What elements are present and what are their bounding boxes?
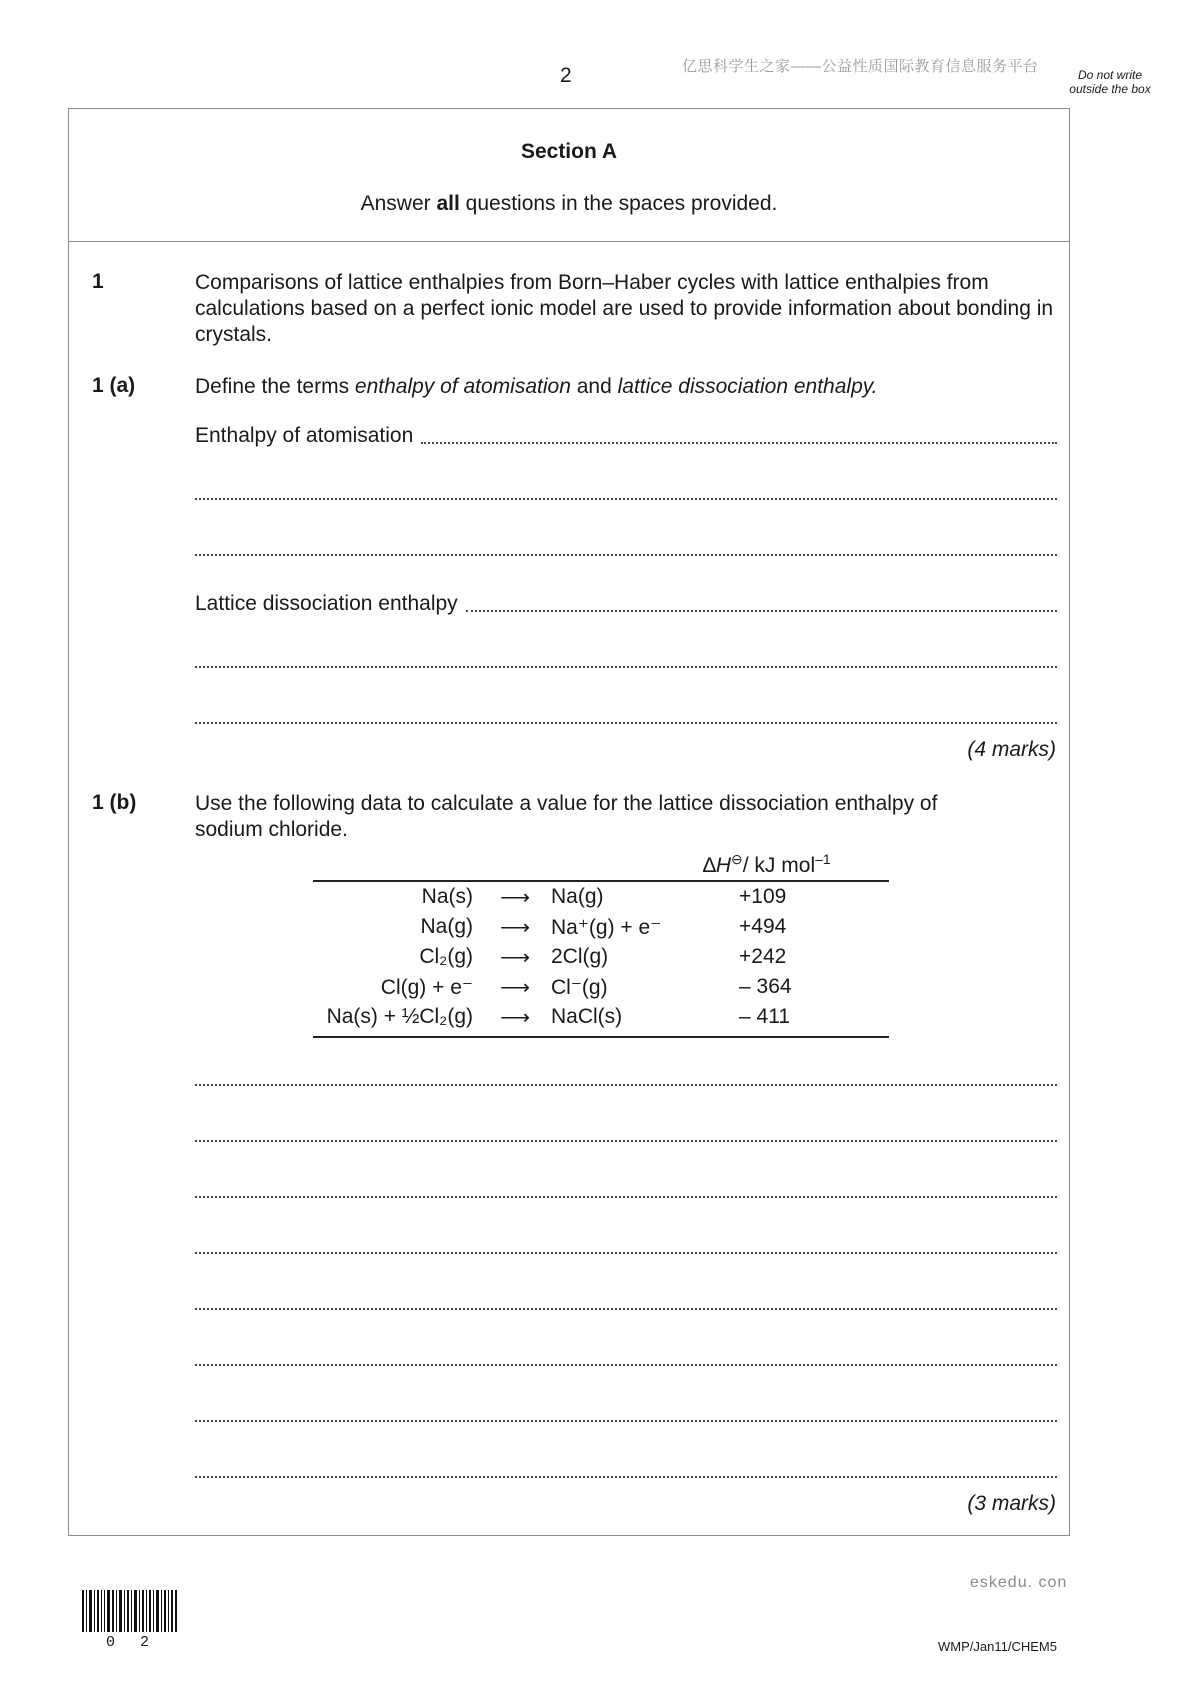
q1a-term-1: enthalpy of atomisation (354, 375, 571, 398)
dotted-line (195, 1084, 1057, 1086)
watermark-text: 亿思科学生之家——公益性质国际教育信息服务平台 (682, 58, 1039, 75)
dotted-line (466, 610, 1057, 612)
margin-note: Do not write outside the box (1069, 68, 1151, 96)
arrow-icon: ⟶ (499, 915, 531, 939)
table-header-row (313, 848, 889, 881)
answer-line-lattice[interactable] (195, 592, 1057, 616)
answer-line[interactable] (195, 1178, 1057, 1202)
arrow-icon: ⟶ (485, 1002, 545, 1037)
section-divider (68, 241, 1070, 242)
question-1b-number: 1 (b) (92, 791, 137, 814)
reactant-cell: Na(g) (420, 915, 473, 938)
instruction-bold: all (436, 192, 460, 215)
paper-code: WMP/Jan11/CHEM5 (938, 1639, 1057, 1654)
answer-line-atomisation[interactable] (195, 424, 1057, 448)
product-cell: Na⁺(g) + e⁻ (551, 915, 662, 939)
product-cell: NaCl(s) (545, 1002, 691, 1037)
arrow-icon: ⟶ (499, 975, 531, 999)
dotted-line (195, 498, 1057, 500)
marks-1a: (4 marks) (967, 738, 1056, 761)
answer-line[interactable] (195, 1122, 1057, 1146)
answer-line[interactable] (195, 1234, 1057, 1258)
answer-line[interactable] (195, 704, 1057, 728)
table-header-enthalpy: ∆H⊖/ kJ mol$^{-1}$ (691, 848, 889, 881)
page-number: 2 (560, 64, 572, 87)
arrow-icon: ⟶ (499, 885, 531, 909)
footer-site-text: eskedu. con (970, 1574, 1068, 1591)
reactant-cell: Cl(g) + e⁻ (380, 975, 473, 999)
question-1-text: Comparisons of lattice enthalpies from Born–Haber cycles with lattice enthalpies from calculations based on a perfect ionic model are used to provide information about bonding in crystals. (195, 271, 1054, 346)
dotted-line (195, 1140, 1057, 1142)
answer-line[interactable] (195, 1458, 1057, 1482)
answer-line[interactable] (195, 1290, 1057, 1314)
dotted-line (195, 722, 1057, 724)
answer-line[interactable] (195, 1402, 1057, 1426)
answer-line[interactable] (195, 480, 1057, 504)
q1a-text-mid: and (570, 375, 618, 398)
answer-line[interactable] (195, 536, 1057, 560)
reactant-cell: Na(s) + ½Cl₂(g) (313, 1002, 485, 1037)
dotted-line (195, 666, 1057, 668)
answer-line[interactable] (195, 648, 1057, 672)
arrow-icon: ⟶ (499, 945, 531, 969)
table-row (313, 972, 889, 1002)
reactant-cell: Cl₂(g) (419, 945, 473, 968)
instruction-post: questions in the spaces provided. (459, 192, 778, 215)
question-1a-text (195, 374, 1055, 400)
enthalpy-data-table (313, 848, 889, 1038)
product-cell: Na(g) (551, 885, 604, 908)
barcode-icon (82, 1590, 178, 1632)
question-1-number: 1 (92, 270, 104, 293)
section-instruction (68, 192, 1070, 216)
dotted-line (195, 1252, 1057, 1254)
answer-label-lattice: Lattice dissociation enthalpy (195, 592, 458, 615)
answer-label-atomisation: Enthalpy of atomisation (195, 424, 414, 447)
enthalpy-value: +494 (739, 915, 787, 938)
product-cell: Cl⁻(g) (551, 975, 608, 999)
section-title: Section A (520, 140, 618, 163)
q1a-text-pre: Define the terms (195, 375, 355, 398)
dotted-line (195, 1476, 1057, 1478)
table-row (313, 881, 889, 912)
dotted-line (421, 442, 1057, 444)
barcode-number: 0 2 (106, 1634, 158, 1651)
marks-1b: (3 marks) (967, 1492, 1056, 1515)
question-1a-number: 1 (a) (92, 374, 136, 397)
instruction-pre: Answer (360, 192, 437, 215)
answer-line[interactable] (195, 1066, 1057, 1090)
dotted-line (195, 1364, 1057, 1366)
table-row (313, 1002, 889, 1037)
enthalpy-value: – 364 (739, 975, 792, 998)
answer-line[interactable] (195, 1346, 1057, 1370)
reactant-cell: Na(s) (421, 885, 473, 908)
dotted-line (195, 554, 1057, 556)
question-1b-text: Use the following data to calculate a value for the lattice dissociation enthalpy of sodium chloride. (195, 792, 938, 841)
dotted-line (195, 1196, 1057, 1198)
dotted-line (195, 1308, 1057, 1310)
enthalpy-value: +109 (739, 885, 787, 908)
enthalpy-value: – 411 (691, 1002, 889, 1037)
enthalpy-value: +242 (739, 945, 787, 968)
table-row (313, 912, 889, 942)
table-row (313, 942, 889, 972)
q1a-term-2: lattice dissociation enthalpy. (617, 375, 878, 398)
product-cell: 2Cl(g) (551, 945, 609, 968)
dotted-line (195, 1420, 1057, 1422)
